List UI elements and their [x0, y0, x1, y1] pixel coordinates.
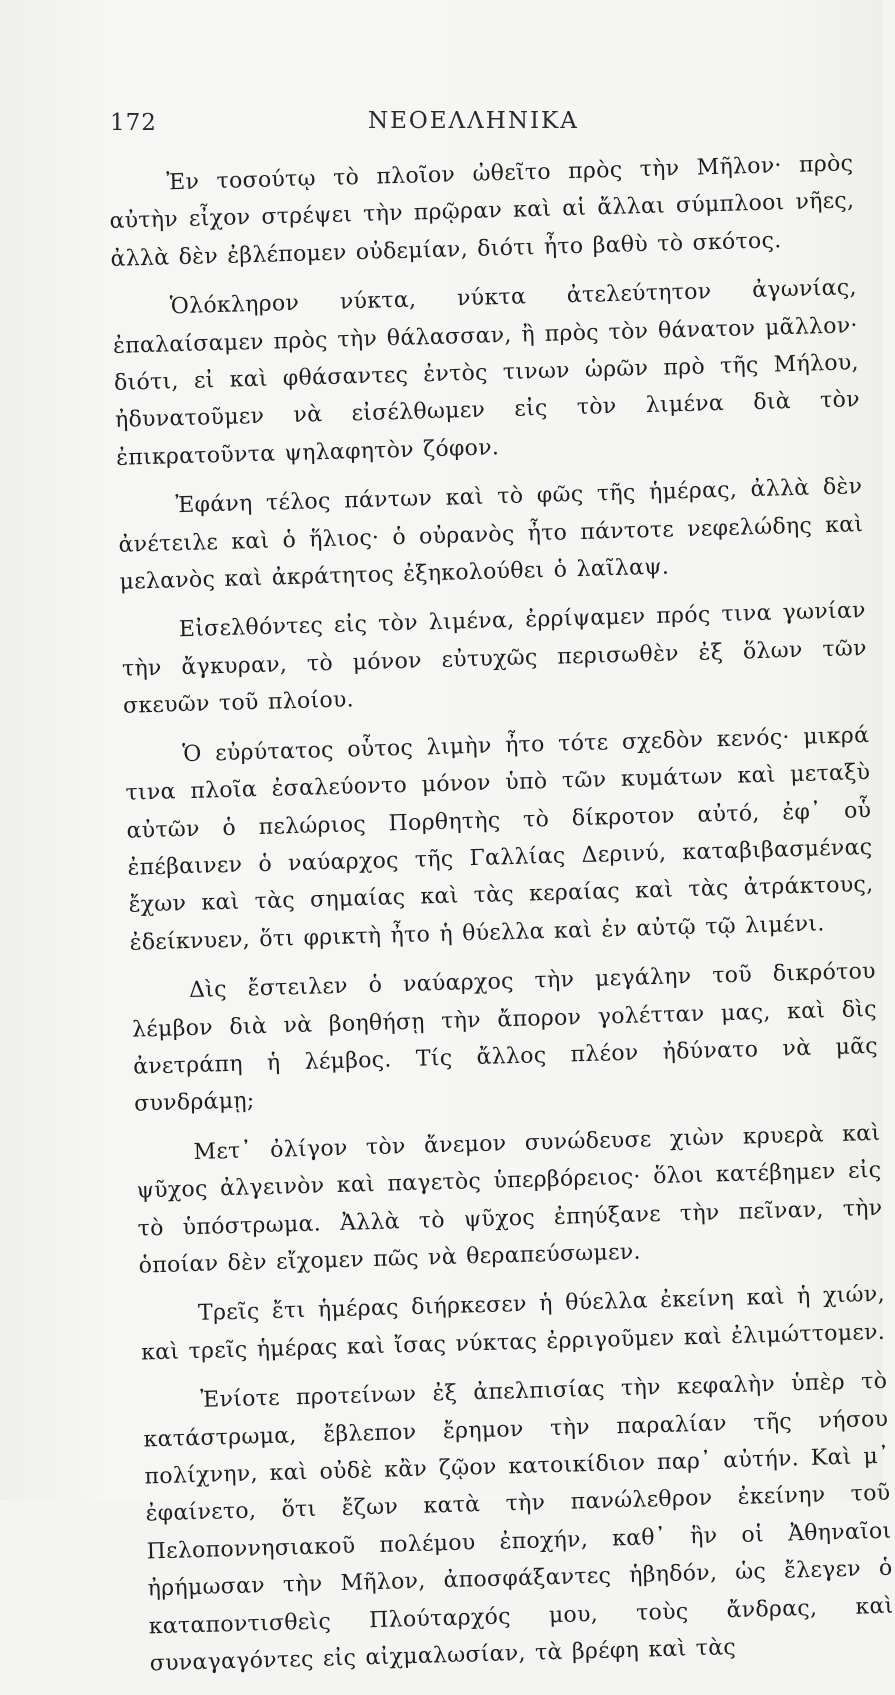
- paragraph: Ἐνίοτε προτείνων ἐξ ἀπελπισίας τὴν κεφαλὴν ὑπὲρ τὸ κατάστρωμα, ἔβλεπον ἔρημον τὴν παραλίαν τῆς νήσου πολίχνην, καὶ οὐδὲ κἂν ζῷον κατοικίδιον παρ᾽ αὐτήν. Καὶ μ᾽ ἐφαίνετο, ὅτι ἔζων κατὰ τὴν πανώλεθρον ἐκείνην τοῦ Πελοποννησιακοῦ πολέμου ἐποχήν, καθ᾽ ἣν οἱ Ἀθηναῖοι ἠρήμωσαν τὴν Μῆλον, ἀποσφάξαντες ἡβηδόν, ὡς ἔλεγεν ὁ καταποντισθεὶς Πλούταρχός μου, τοὺς ἄνδρας, καὶ συναγαγόντες εἰς αἰχμαλωσίαν, τὰ βρέφη καὶ τὰς: [143, 1368, 894, 1677]
- page-number: 172: [110, 110, 157, 136]
- paragraph: Μετ᾽ ὀλίγον τὸν ἄνεμον συνώδευσε χιὼν κρυερὰ καὶ ψῦχος ἀλγεινὸν καὶ παγετὸς ὑπερβόρειος· ὅλοι κατέβημεν εἰς τὸ ὑπόστρωμα. Ἀλλὰ τὸ ψῦχος ἐπηύξανε τὴν πεῖναν, τὴν ὁποίαν δὲν εἴχομεν πῶς νὰ θεραπεύσωμεν.: [136, 1120, 883, 1279]
- paragraph: Ὁ εὐρύτατος οὗτος λιμὴν ἦτο τότε σχεδὸν κενός· μικρά τινα πλοῖα ἐσαλεύοντο μόνον ὑπὸ τῶν κυμάτων καὶ μεταξὺ αὐτῶν ὁ πελώριος Πορθητὴς τὸ δίκροτον αὐτό, ἐφ᾽ οὗ ἐπέβαινεν ὁ ναύαρχος τῆς Γαλλίας Δερινύ, καταβιβασμένας ἔχων καὶ τὰς σημαίας καὶ τὰς κεραίας καὶ τὰς ἀτράκτους, ἐδείκνυεν, ὅτι φρικτὴ ἦτο ἡ θύελλα καὶ ἐν αὐτῷ τῷ λιμένι.: [125, 722, 874, 956]
- paragraph: Εἰσελθόντες εἰς τὸν λιμένα, ἐρρίψαμεν πρός τινα γωνίαν τὴν ἄγκυραν, τὸ μόνον εὐτυχῶς περισωθὲν ἐξ ὅλων τῶν σκευῶν τοῦ πλοίου.: [121, 598, 868, 720]
- body-text: [108, 145, 895, 1695]
- page-header: [110, 104, 840, 144]
- running-title: ΝΕΟΕΛΛΗΝΙΚΑ: [368, 108, 579, 134]
- paragraph: Τρεῖς ἔτι ἡμέρας διήρκεσεν ἡ θύελλα ἐκείνη καὶ ἡ χιών, καὶ τρεῖς ἡμέρας καὶ ἴσας νύκτας ἐρριγοῦμεν καὶ ἐλιμώττομεν.: [140, 1282, 886, 1366]
- paragraph: Δὶς ἔστειλεν ὁ ναύαρχος τὴν μεγάλην τοῦ δικρότου λέμβον διὰ νὰ βοηθήσῃ τὴν ἄπορον γολέτταν μας, καὶ δὶς ἀνετράπη ἡ λέμβος. Τίς ἄλλος πλέον ἠδύνατο νὰ μᾶς συνδράμῃ;: [131, 959, 879, 1117]
- paragraph: Ὁλόκληρον νύκτα, νύκτα ἀτελεύτητον ἀγωνίας, ἐπαλαίσαμεν πρὸς τὴν θάλασσαν, ἢ πρὸς τὸν θάνατον μᾶλλον· διότι, εἰ καὶ φθάσαντες ἐντὸς τινων ὡρῶν πρὸ τῆς Μήλου, ἠδυνατοῦμεν νὰ εἰσέλθωμεν εἰς τὸν λιμένα διὰ τὸν ἐπικρατοῦντα ψηλαφητὸν ζόφον.: [112, 275, 861, 471]
- paragraph: Ἐν τοσούτῳ τὸ πλοῖον ὠθεῖτο πρὸς τὴν Μῆλον· πρὸς αὐτὴν εἶχον στρέψει τὴν πρῷραν καὶ αἱ ἄλλαι σύμπλοοι νῆες, ἀλλὰ δὲν ἐβλέπομεν οὐδεμίαν, διότι ἦτο βαθὺ τὸ σκότος.: [109, 151, 855, 272]
- paragraph: Ἐφάνη τέλος πάντων καὶ τὸ φῶς τῆς ἡμέρας, ἀλλὰ δὲν ἀνέτειλε καὶ ὁ ἥλιος· ὁ οὐρανὸς ἦτο πάντοτε νεφελώδης καὶ μελανὸς καὶ ἀκράτητος ἐξηκολούθει ὁ λαῖλαψ.: [118, 474, 864, 595]
